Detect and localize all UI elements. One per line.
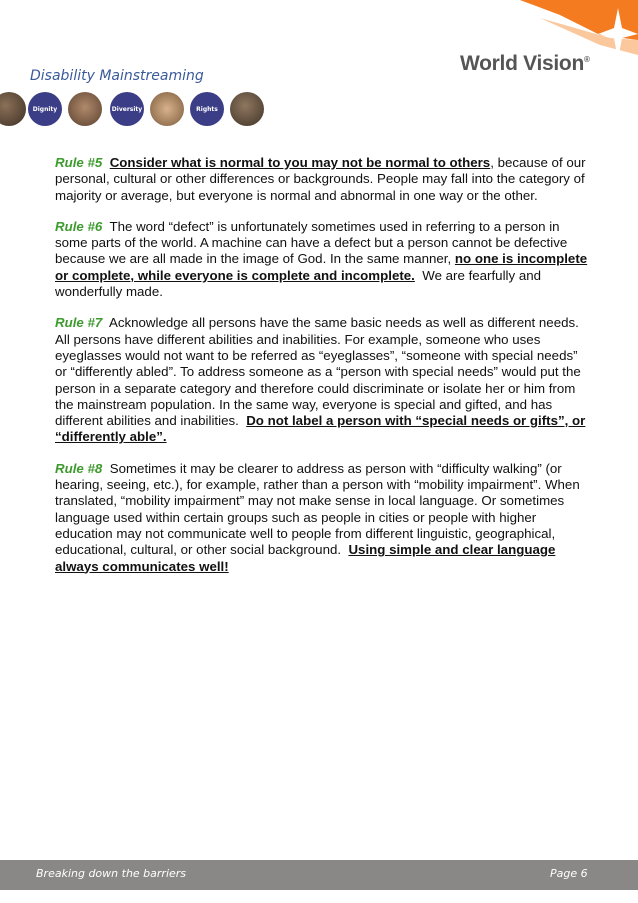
footer-tagline: Breaking down the barriers [36, 867, 187, 880]
banner-label-diversity: Diversity [111, 105, 143, 113]
banner-photo-1 [0, 92, 26, 126]
page-number: Page 6 [550, 867, 588, 880]
page-header [0, 0, 638, 140]
banner-label-rights: Rights [196, 105, 218, 113]
banner-photo-2 [68, 92, 102, 126]
rule-6-text: The word “defect” is unfortunately sometimes used in referring to a person in some parts of the world. A machine can have a defect but a person cannot be defective because we are all made in the image of God. In the same manner, [55, 218, 568, 267]
rule-6-label: Rule #6 [55, 218, 103, 234]
rule-5-text: , because of our personal, cultural or other differences or backgrounds. People may fall into the category of majority or average, but everyone is normal and abnormal in one way or the other. [55, 155, 586, 203]
rule-7-text: Acknowledge all persons have the same basic needs as well as different needs. All persons have different abilities and inabilities. For example, someone who uses eyeglasses would not want to be referred as “eyeglasses”, “someone with special needs” or “differently abled”. To address someone as a “person with special needs” would put the person in a separate category and therefore could discriminate or isolate her or him from the mainstream population. In the same way, everyone is special and gifted, and has different abilities and inabilities. [55, 315, 581, 429]
rule-6 [55, 219, 590, 300]
document-title: Disability Mainstreaming [30, 68, 204, 84]
banner-badge-dignity [28, 92, 62, 126]
rule-8-label: Rule #8 [55, 460, 103, 476]
rule-8-emphasis: Using simple and clear language always communicates well! [55, 542, 556, 574]
orange-corner-graphic [0, 0, 638, 60]
banner-badge-rights [190, 92, 224, 126]
rule-8-text: Sometimes it may be clearer to address as person with “difficulty walking” (or hearing, seeing, etc.), for example, rather than a person with “mobility impairment”. When translated, “mobility impairment” may not make sense in local language. Or sometimes language used within certain groups such as people in cities or people with higher education may not communicate well to people from different linguistic, geographical, educational, cultural, or other social background. [55, 460, 580, 558]
page-footer [0, 860, 638, 890]
rule-5 [55, 155, 590, 204]
rule-7-label: Rule #7 [55, 315, 103, 331]
brand-registered-mark: ® [583, 55, 590, 64]
banner-photo-4 [230, 92, 264, 126]
rule-5-label: Rule #5 [55, 155, 103, 170]
rule-6-emphasis: no one is incomplete or complete, while everyone is complete and incomplete. [55, 251, 588, 283]
banner-label-dignity: Dignity [32, 105, 58, 113]
rule-7 [55, 315, 590, 445]
rule-8 [55, 461, 590, 575]
rule-7-emphasis: Do not label a person with “special needs or gifts”, or “differently able”. [55, 413, 586, 445]
brand-logo [460, 52, 590, 76]
banner-photo-3 [150, 92, 184, 126]
rule-5-emphasis: Consider what is normal to you may not be normal to others [109, 155, 491, 170]
photo-banner [0, 92, 270, 128]
brand-name: World Vision [460, 52, 584, 75]
banner-badge-diversity [110, 92, 144, 126]
document-body [55, 155, 590, 590]
rule-6-tail: We are fearfully and wonderfully made. [55, 267, 542, 300]
world-vision-star-icon [598, 8, 638, 60]
